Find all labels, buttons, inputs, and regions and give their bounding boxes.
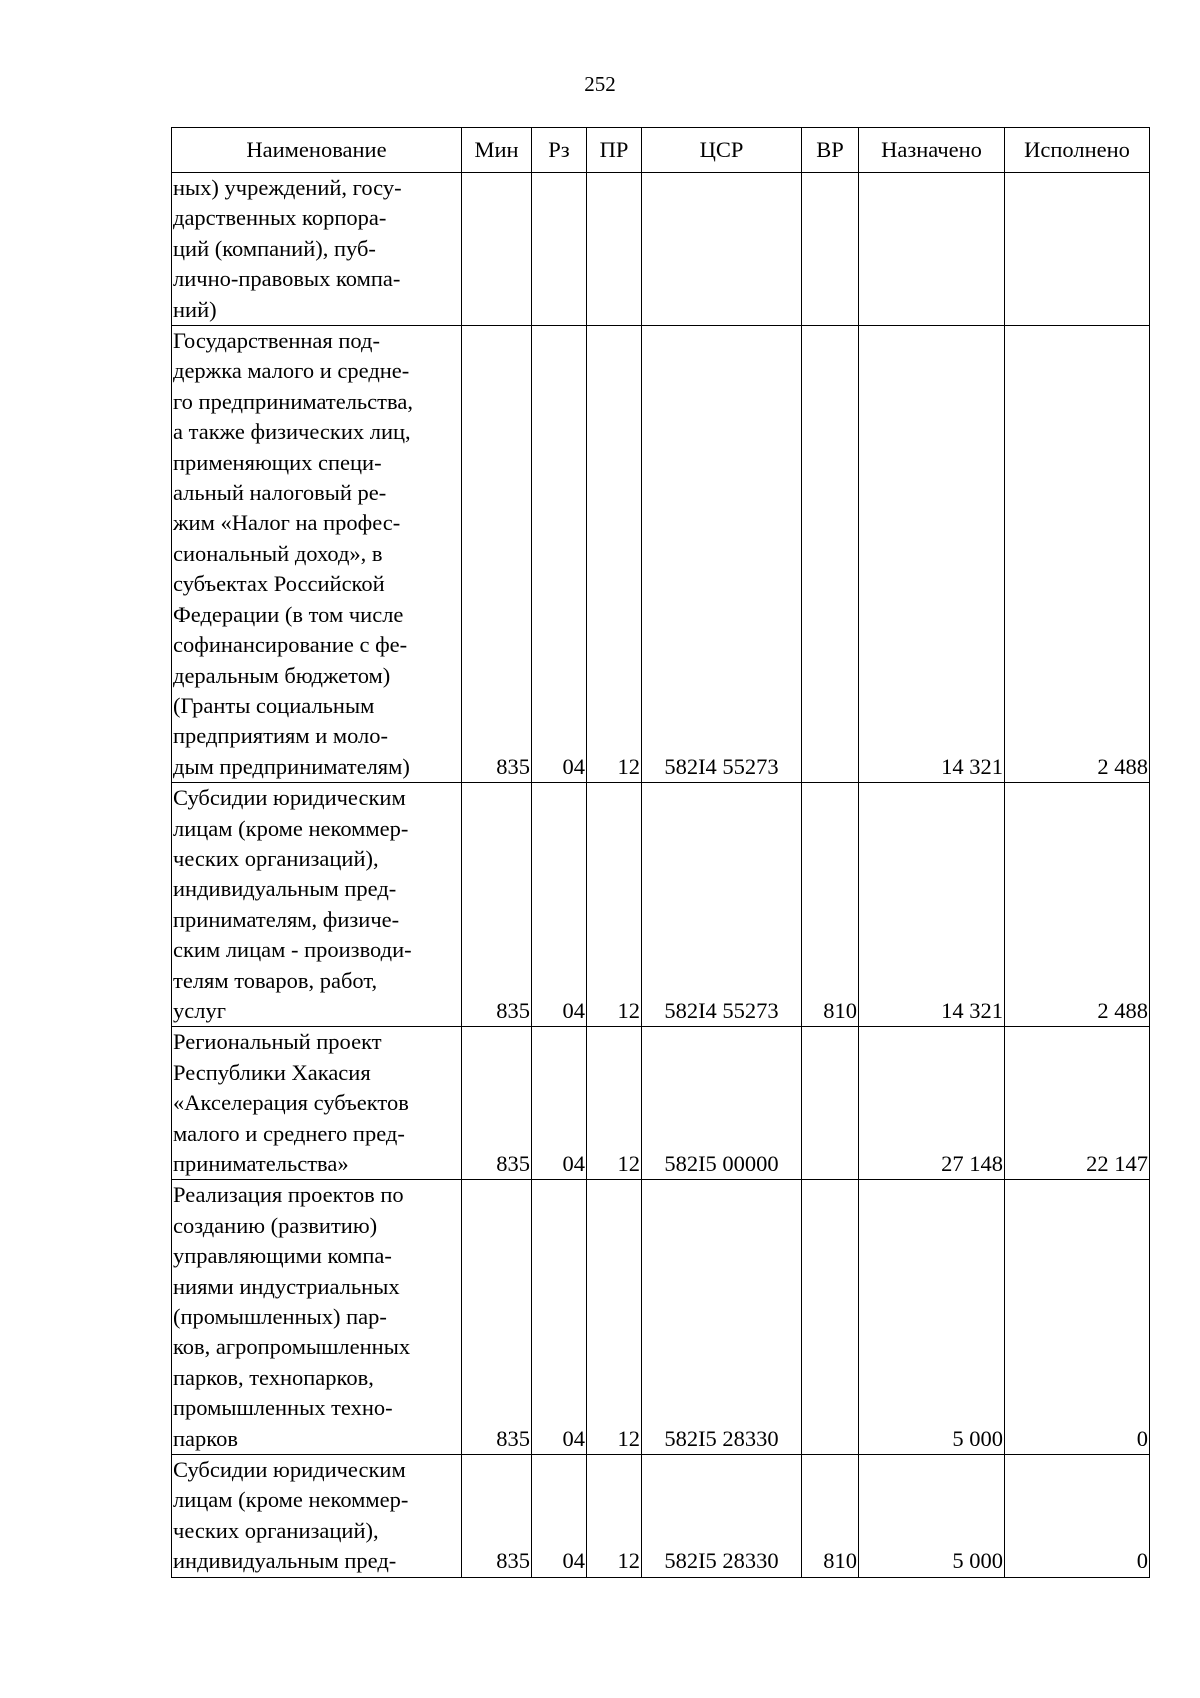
row-executed: 22 147 (1005, 1027, 1150, 1180)
row-vr: 810 (802, 1455, 859, 1578)
table-row (172, 173, 1150, 326)
row-executed: 0 (1005, 1180, 1150, 1455)
budget-table (171, 127, 1150, 1578)
row-pr: 12 (587, 1027, 642, 1180)
row-csr: 582I5 00000 (642, 1027, 802, 1180)
table-row (172, 1027, 1150, 1180)
row-assigned: 14 321 (859, 326, 1005, 783)
row-executed: 2 488 (1005, 326, 1150, 783)
row-csr: 582I5 28330 (642, 1180, 802, 1455)
row-rz: 04 (532, 783, 587, 1027)
row-min: 835 (462, 1027, 532, 1180)
row-min: 835 (462, 783, 532, 1027)
table-row (172, 1455, 1150, 1578)
row-name: Региональный проект Республики Хакасия «Акселерация субъектов малого и среднего пред- принимательства» (172, 1027, 462, 1180)
header-rz: Рз (532, 128, 587, 173)
table-row (172, 783, 1150, 1027)
header-min: Мин (462, 128, 532, 173)
page-number: 252 (584, 72, 616, 96)
row-csr (642, 173, 802, 326)
header-pr: ПР (587, 128, 642, 173)
row-csr: 582I4 55273 (642, 326, 802, 783)
header-assigned: Назначено (859, 128, 1005, 173)
row-vr (802, 1180, 859, 1455)
header-name: Наименование (172, 128, 462, 173)
header-csr: ЦСР (642, 128, 802, 173)
row-min: 835 (462, 1455, 532, 1578)
row-assigned: 5 000 (859, 1180, 1005, 1455)
row-pr: 12 (587, 326, 642, 783)
row-name: Субсидии юридическим лицам (кроме некоммер- ческих организаций), индивидуальным пред- (172, 1455, 462, 1578)
row-name: Субсидии юридическим лицам (кроме некоммер- ческих организаций), индивидуальным пред- принимателям, физиче- ским лицам - производи- телям товаров, работ, услуг (172, 783, 462, 1027)
header-vr: ВР (802, 128, 859, 173)
row-rz (532, 173, 587, 326)
row-pr: 12 (587, 783, 642, 1027)
row-csr: 582I5 28330 (642, 1455, 802, 1578)
row-vr (802, 326, 859, 783)
row-name: ных) учреждений, госу- дарственных корпора- ций (компаний), пуб- лично-правовых компа- ний) (172, 173, 462, 326)
row-min: 835 (462, 326, 532, 783)
row-assigned: 27 148 (859, 1027, 1005, 1180)
row-pr: 12 (587, 1180, 642, 1455)
row-executed: 2 488 (1005, 783, 1150, 1027)
row-rz: 04 (532, 326, 587, 783)
row-pr: 12 (587, 1455, 642, 1578)
table-row (172, 326, 1150, 783)
row-min: 835 (462, 1180, 532, 1455)
row-rz: 04 (532, 1180, 587, 1455)
row-name: Государственная под- держка малого и средне- го предпринимательства, а также физических лиц, применяющих специ- альный налоговый ре- жим «Налог на профес- сиональный доход», в субъектах Российской Федерации (в том числе софинансирование с фе- деральным бюджетом) (Гранты социальным предприятиям и моло- дым предпринимателям) (172, 326, 462, 783)
row-assigned: 14 321 (859, 783, 1005, 1027)
row-pr (587, 173, 642, 326)
row-vr (802, 173, 859, 326)
row-assigned: 5 000 (859, 1455, 1005, 1578)
row-executed (1005, 173, 1150, 326)
table-row (172, 1180, 1150, 1455)
row-rz: 04 (532, 1455, 587, 1578)
row-csr: 582I4 55273 (642, 783, 802, 1027)
row-rz: 04 (532, 1027, 587, 1180)
header-executed: Исполнено (1005, 128, 1150, 173)
row-executed: 0 (1005, 1455, 1150, 1578)
row-name: Реализация проектов по созданию (развитию) управляющими компа- ниями индустриальных (промышленных) пар- ков, агропромышленных парков, технопарков, промышленных техно- парков (172, 1180, 462, 1455)
row-vr: 810 (802, 783, 859, 1027)
row-vr (802, 1027, 859, 1180)
row-min (462, 173, 532, 326)
row-assigned (859, 173, 1005, 326)
table-header-row (172, 128, 1150, 173)
